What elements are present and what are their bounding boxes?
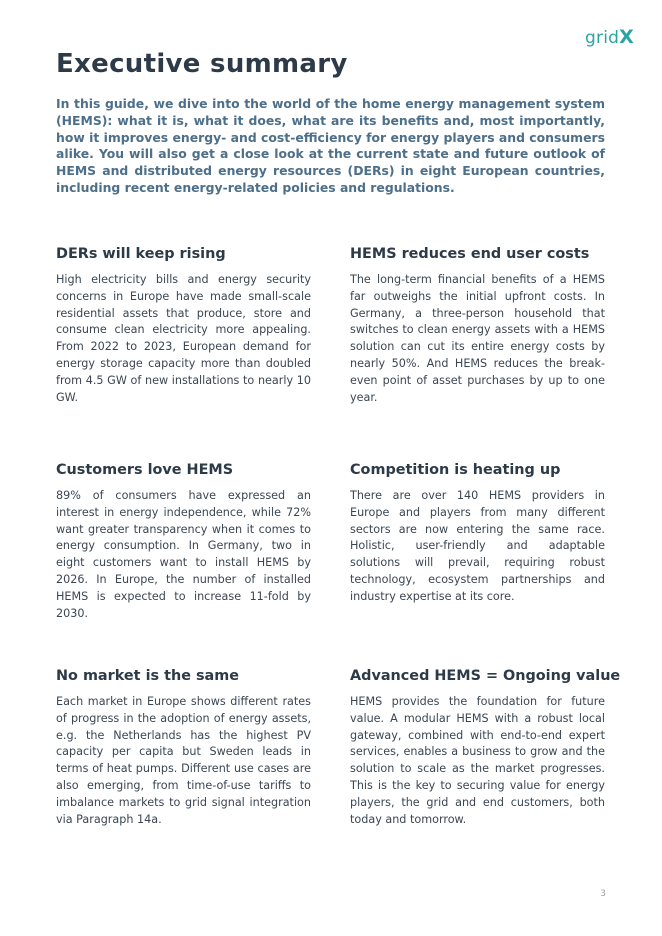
section-heading: Competition is heating up bbox=[350, 462, 561, 478]
page-title: Executive summary bbox=[56, 49, 348, 79]
section-body: High electricity bills and energy security concerns in Europe have made small-scale residential assets that produce, store and consume clean electricity more appealing. From 2022 to 2023, European demand for energy storage capacity more than doubled from 4.5 GW of new installations to nearly 10 GW. bbox=[56, 273, 311, 404]
intro-paragraph: In this guide, we dive into the world of the home energy management system (HEMS): what it is, what it does, what are its benefits and, most importantly, how it improves energy- and cost-efficiency for energy players and consumers alike. You will also get a close look at the current state and future outlook of HEMS and distributed energy resources (DERs) in eight European countries, including recent energy-related policies and regulations. bbox=[56, 96, 605, 195]
section-body: The long-term financial benefits of a HEMS far outweighs the initial upfront costs. In Germany, a three-person household that switches to clean energy assets with a HEMS solution can cut its entire energy costs by nearly 50%. And HEMS reduces the break-even point of asset purchases by up to one year. bbox=[350, 273, 605, 404]
section-body: Each market in Europe shows different rates of progress in the adoption of energy assets, e.g. the Netherlands has the highest PV capacity per capita but Sweden leads in terms of heat pumps. Different use cases are also emerging, from time-of-use tariffs to imbalance markets to grid signal integration via Paragraph 14a. bbox=[56, 695, 311, 826]
section-body: 89% of consumers have expressed an interest in energy independence, while 72% want greater transparency when it comes to energy consumption. In Germany, two in eight customers want to install HEMS by 2026. In Europe, the number of installed HEMS is expected to increase 11-fold by 2030. bbox=[56, 489, 311, 620]
section-body: There are over 140 HEMS providers in Europe and players from many different sectors are now entering the same race. Holistic, user-friendly and adaptable solutions will prevail, requiring robust technology, ecosystem partnerships and industry expertise at its core. bbox=[350, 489, 605, 603]
page-number: 3 bbox=[600, 889, 606, 899]
section-hems-reduces-costs bbox=[350, 246, 605, 406]
section-customers-love-hems bbox=[56, 462, 311, 622]
section-advanced-hems-value bbox=[350, 668, 621, 828]
section-no-market-same bbox=[56, 668, 311, 828]
logo-text: grid bbox=[585, 28, 620, 48]
section-ders-rising bbox=[56, 246, 311, 406]
section-heading: HEMS reduces end user costs bbox=[350, 246, 590, 262]
section-heading: DERs will keep rising bbox=[56, 246, 226, 262]
section-heading: No market is the same bbox=[56, 668, 240, 684]
section-heading: Customers love HEMS bbox=[56, 462, 234, 478]
gridx-logo bbox=[585, 26, 634, 48]
section-body: HEMS provides the foundation for future value. A modular HEMS with a robust local gateway, combined with end-to-end expert services, enables a business to grow and the solution to scale as the market progresses. This is the key to securing value for energy players, the grid and end customers, both today and tomorrow. bbox=[350, 695, 605, 826]
logo-x-mark: X bbox=[619, 26, 634, 48]
section-heading: Advanced HEMS = Ongoing value bbox=[350, 668, 621, 684]
section-competition-heating bbox=[350, 462, 605, 606]
